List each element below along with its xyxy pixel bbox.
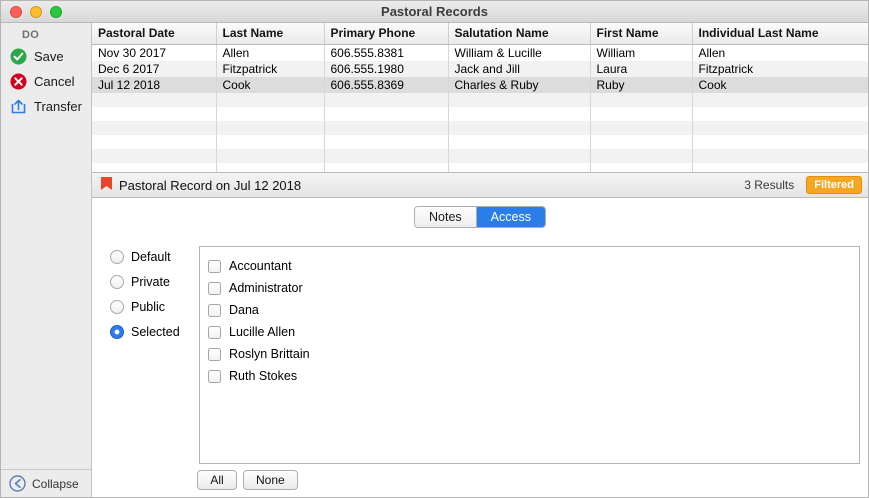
table-row[interactable] (92, 61, 868, 77)
checkbox-icon[interactable] (208, 370, 221, 383)
checkbox-icon[interactable] (208, 348, 221, 361)
table-row[interactable] (92, 45, 868, 62)
table-empty-row (92, 135, 868, 149)
cell-individual-last-name: Cook (692, 77, 868, 93)
list-item[interactable] (208, 277, 859, 299)
cell-primary-phone: 606.555.8369 (324, 77, 448, 93)
collapse-icon (9, 475, 26, 492)
cell-primary-phone: 606.555.1980 (324, 61, 448, 77)
select-all-button[interactable]: All (197, 470, 237, 490)
cell-pastoral-date: Dec 6 2017 (92, 61, 216, 77)
table-row-selected[interactable] (92, 77, 868, 93)
title-bar (1, 1, 868, 23)
cell-primary-phone: 606.555.8381 (324, 45, 448, 62)
column-header-last-name[interactable]: Last Name (216, 23, 324, 45)
radio-option-private[interactable] (110, 275, 194, 289)
status-badge[interactable]: Filtered (806, 176, 862, 194)
list-item-label: Dana (229, 303, 259, 317)
table-header-row (92, 23, 868, 45)
window-body (1, 23, 868, 498)
radio-label: Default (131, 250, 171, 264)
radio-label: Public (131, 300, 166, 314)
cell-pastoral-date: Jul 12 2018 (92, 77, 216, 93)
cell-salutation-name: William & Lucille (448, 45, 590, 62)
radio-option-default[interactable] (110, 250, 194, 264)
selection-buttons (92, 464, 868, 498)
checkbox-icon[interactable] (208, 326, 221, 339)
collapse-label: Collapse (32, 476, 79, 491)
record-title: Pastoral Record on Jul 12 2018 (119, 177, 302, 193)
tab-segment (414, 206, 546, 228)
visibility-radio-group (98, 238, 194, 464)
sidebar (1, 23, 92, 498)
cell-salutation-name: Charles & Ruby (448, 77, 590, 93)
list-item-label: Lucille Allen (229, 325, 296, 339)
sidebar-item-label: Save (34, 49, 64, 64)
results-count: 3 Results (744, 178, 795, 192)
cell-individual-last-name: Allen (692, 45, 868, 62)
bookmark-icon (100, 176, 113, 194)
list-item[interactable] (208, 299, 859, 321)
cell-salutation-name: Jack and Jill (448, 61, 590, 77)
sidebar-header: DO (22, 29, 40, 41)
list-item[interactable] (208, 321, 859, 343)
checkbox-icon[interactable] (208, 260, 221, 273)
select-none-button[interactable]: None (243, 470, 298, 490)
access-panel (92, 234, 868, 464)
transfer-icon (10, 98, 27, 115)
tab-bar (92, 198, 868, 234)
main-panel (92, 23, 868, 498)
tab-access[interactable]: Access (477, 207, 545, 227)
radio-option-public[interactable] (110, 300, 194, 314)
radio-icon[interactable] (110, 250, 124, 264)
checkbox-icon[interactable] (208, 282, 221, 295)
checkbox-icon[interactable] (208, 304, 221, 317)
list-item[interactable] (208, 365, 859, 387)
radio-icon[interactable] (110, 275, 124, 289)
column-header-primary-phone[interactable]: Primary Phone (324, 23, 448, 45)
cell-last-name: Fitzpatrick (216, 61, 324, 77)
table-empty-row (92, 149, 868, 163)
cell-pastoral-date: Nov 30 2017 (92, 45, 216, 62)
list-item-label: Administrator (229, 281, 303, 295)
sidebar-item-cancel[interactable] (1, 69, 91, 94)
radio-label: Private (131, 275, 170, 289)
cancel-circle-icon (10, 73, 27, 90)
cell-last-name: Cook (216, 77, 324, 93)
window-title: Pastoral Records (381, 4, 488, 19)
column-header-first-name[interactable]: First Name (590, 23, 692, 45)
cell-first-name: Laura (590, 61, 692, 77)
sidebar-item-transfer[interactable] (1, 94, 91, 119)
sidebar-item-label: Cancel (34, 74, 75, 89)
radio-option-selected[interactable] (110, 325, 194, 339)
table-empty-row (92, 107, 868, 121)
radio-label: Selected (131, 325, 180, 339)
list-item[interactable] (208, 255, 859, 277)
column-header-individual-last-name[interactable]: Individual Last Name (692, 23, 868, 45)
close-button[interactable] (10, 6, 22, 18)
cell-individual-last-name: Fitzpatrick (692, 61, 868, 77)
cell-last-name: Allen (216, 45, 324, 62)
records-table[interactable] (92, 23, 868, 173)
radio-icon-checked[interactable] (110, 325, 124, 339)
tab-notes[interactable]: Notes (415, 207, 477, 227)
list-item[interactable] (208, 343, 859, 365)
column-header-salutation-name[interactable]: Salutation Name (448, 23, 590, 45)
sidebar-item-label: Transfer (34, 99, 82, 114)
sidebar-collapse[interactable] (1, 469, 91, 498)
list-item-label: Ruth Stokes (229, 369, 298, 383)
list-item-label: Accountant (229, 259, 292, 273)
zoom-button[interactable] (50, 6, 62, 18)
cell-first-name: Ruby (590, 77, 692, 93)
sidebar-item-save[interactable] (1, 44, 91, 69)
window-controls (1, 6, 62, 18)
table-empty-row (92, 121, 868, 135)
column-header-pastoral-date[interactable]: Pastoral Date (92, 23, 216, 45)
list-item-label: Roslyn Brittain (229, 347, 310, 361)
people-checkbox-list (199, 246, 860, 464)
table-empty-row (92, 93, 868, 107)
radio-icon[interactable] (110, 300, 124, 314)
table-empty-row (92, 163, 868, 173)
cell-first-name: William (590, 45, 692, 62)
check-circle-icon (10, 48, 27, 65)
minimize-button[interactable] (30, 6, 42, 18)
record-header-bar (92, 173, 868, 198)
table-body (92, 45, 868, 174)
